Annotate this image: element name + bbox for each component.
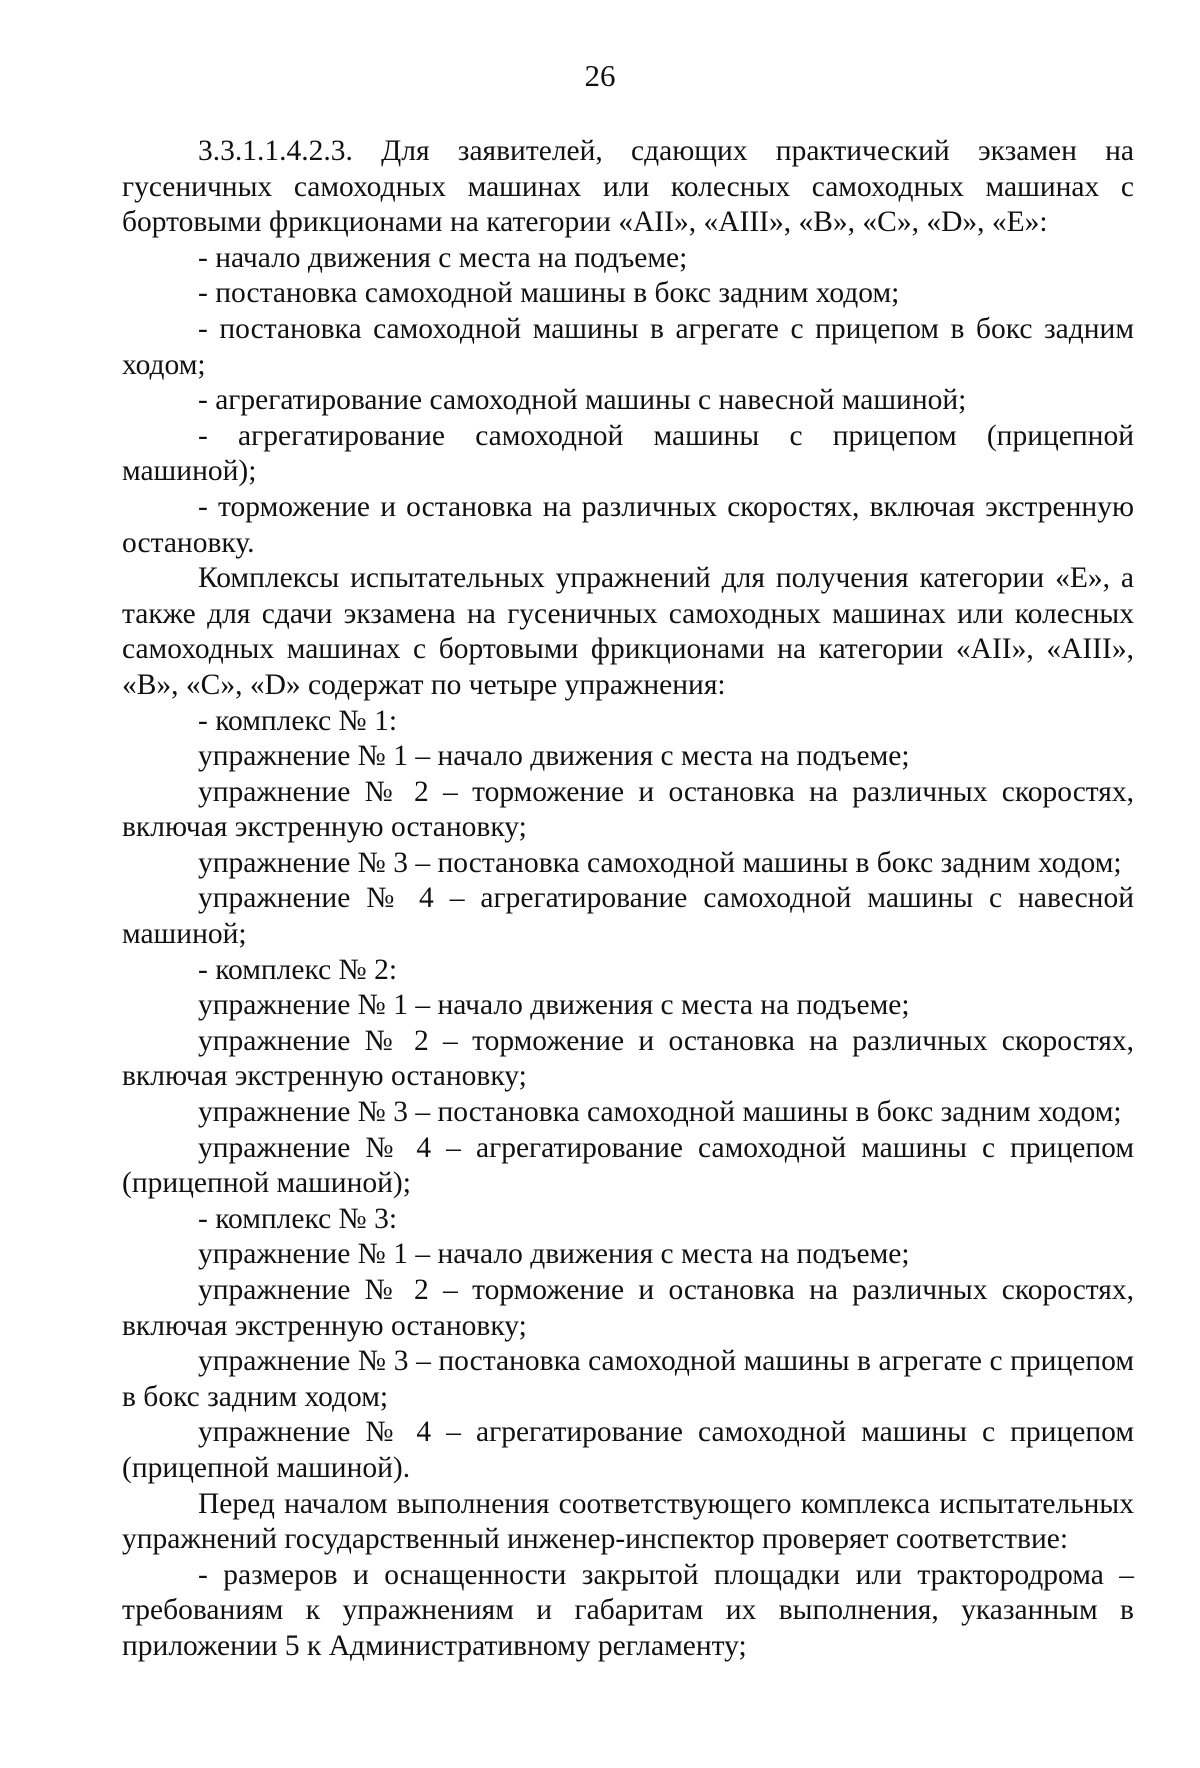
complex-heading: - комплекс № 2: xyxy=(198,953,398,986)
list-item: - агрегатирование самоходной машины с навесной машиной; xyxy=(198,384,967,417)
exercise-item: упражнение № 4 – агрегатирование самоходной машины с прицепом (прицепной машиной); xyxy=(122,1131,1134,1200)
list-item: - постановка самоходной машины в бокс задним ходом; xyxy=(198,277,900,310)
exercise-item: упражнение № 1 – начало движения с места на подъеме; xyxy=(198,740,910,773)
exercise-item: упражнение № 3 – постановка самоходной машины в агрегате с прицепом в бокс задним ходом; xyxy=(122,1345,1134,1413)
exercise-item: упражнение № 4 – агрегатирование самоходной машины с навесной машиной; xyxy=(122,882,1134,951)
exercise-item: упражнение № 2 – торможение и остановка на различных скоростях, включая экстренную остановку; xyxy=(122,775,1134,844)
exercise-item: упражнение № 3 – постановка самоходной машины в бокс задним ходом; xyxy=(198,846,1122,879)
list-item: - торможение и остановка на различных скоростях, включая экстренную остановку. xyxy=(122,490,1134,559)
exercise-item: упражнение № 1 – начало движения с места на подъеме; xyxy=(198,989,910,1022)
list-item: - начало движения с места на подъеме; xyxy=(198,241,688,274)
exercise-item: упражнение № 2 – торможение и остановка на различных скоростях, включая экстренную остановку; xyxy=(122,1024,1134,1093)
section-heading-paragraph: 3.3.1.1.4.2.3. Для заявителей, сдающих практический экзамен на гусеничных самоходных машинах или колесных самоходных машинах с бортовыми фрикционами на категории «AII», «AIII», «B», «C», «D», «E»: xyxy=(122,135,1134,239)
exercise-item: упражнение № 4 – агрегатирование самоходной машины с прицепом (прицепной машиной). xyxy=(122,1416,1134,1484)
exercise-item: упражнение № 1 – начало движения с места на подъеме; xyxy=(198,1238,910,1271)
list-item: - постановка самоходной машины в агрегате с прицепом в бокс задним ходом; xyxy=(122,312,1134,381)
complex-heading: - комплекс № 3: xyxy=(198,1202,398,1235)
exercise-item: упражнение № 2 – торможение и остановка на различных скоростях, включая экстренную остановку; xyxy=(122,1274,1134,1342)
body-paragraph: Перед началом выполнения соответствующего комплекса испытательных упражнений государственный инженер-инспектор проверяет соответствие: xyxy=(122,1487,1134,1556)
document-body xyxy=(122,134,1134,1665)
complex-heading: - комплекс № 1: xyxy=(198,704,398,737)
list-item: - размеров и оснащенности закрытой площадки или трактородрома – требованиям к упражнениям и габаритам их выполнения, указанным в приложении 5 к Административному регламенту; xyxy=(122,1558,1134,1662)
page-number: 26 xyxy=(584,58,616,93)
body-paragraph: Комплексы испытательных упражнений для получения категории «E», а также для сдачи экзамена на гусеничных самоходных машинах или колесных самоходных машинах с бортовыми фрикционами на категории «AII», «AIII», «B», «C», «D» содержат по четыре упражнения: xyxy=(122,562,1134,701)
list-item: - агрегатирование самоходной машины с прицепом (прицепной машиной); xyxy=(122,419,1134,488)
exercise-item: упражнение № 3 – постановка самоходной машины в бокс задним ходом; xyxy=(198,1096,1122,1129)
